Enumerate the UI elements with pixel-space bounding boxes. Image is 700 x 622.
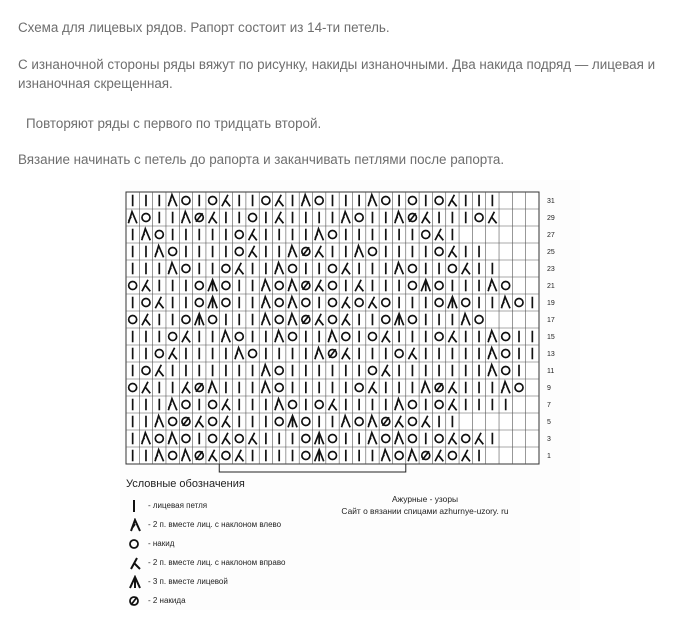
repeat-rows-paragraph: Повторяют ряды с первого по тридцать второй. [26,116,322,131]
knit-stitch-icon [128,499,144,513]
legend [128,498,348,612]
wrong-side-paragraph: С изнаночной стороны ряды вяжут по рисунку, накиды изнаночными. Два накида подряд — лицевая и изнаночная скрещенная. [18,57,656,91]
row-number-label: 21 [547,283,555,290]
row-number-label: 15 [547,334,555,341]
double-yarn-over-icon [128,594,144,608]
row-number-label: 19 [547,300,555,307]
start-end-paragraph: Вязание начинать с петель до рапорта и заканчивать петлями после рапорта. [18,152,505,167]
legend-item [128,517,348,536]
row-number-label: 17 [547,317,555,324]
legend-item [128,555,348,574]
legend-label: - накид [148,539,175,548]
yarn-over-icon [128,537,144,551]
legend-item [128,536,348,555]
row-number-label: 7 [547,402,551,409]
legend-item [128,574,348,593]
legend-title: Условные обозначения [126,478,245,490]
legend-label: - 3 п. вместе лицевой [148,577,228,586]
legend-item [128,593,348,612]
row-number-label: 25 [547,249,555,256]
legend-item [128,498,348,517]
credit-site: Сайт о вязании спицами azhurnye-uzory. ru [341,506,509,516]
k2tog-right-icon [128,556,144,570]
legend-label: - лицевая петля [148,501,208,510]
row-number-label: 31 [547,198,555,205]
row-number-label: 3 [547,436,551,443]
k2tog-left-icon [128,518,144,532]
row-number-label: 29 [547,215,555,222]
row-number-label: 27 [547,232,555,239]
row-number-label: 11 [547,368,555,375]
legend-label: - 2 п. вместе лиц. с наклоном вправо [148,558,286,567]
knitting-chart-figure [120,180,580,610]
knitting-chart [120,180,580,480]
row-number-label: 9 [547,385,551,392]
legend-label: - 2 накида [148,596,186,605]
row-number-label: 13 [547,351,555,358]
intro-paragraph: Схема для лицевых рядов. Рапорт состоит из 14-ти петель. [18,20,390,35]
credit-title: Ажурные - узоры [391,494,459,504]
repeat-bracket [219,464,406,472]
legend-label: - 2 п. вместе лиц. с наклоном влево [148,520,282,529]
row-number-label: 1 [547,453,551,460]
k3tog-icon [128,575,144,589]
row-number-label: 23 [547,266,555,273]
row-number-label: 5 [547,419,551,426]
